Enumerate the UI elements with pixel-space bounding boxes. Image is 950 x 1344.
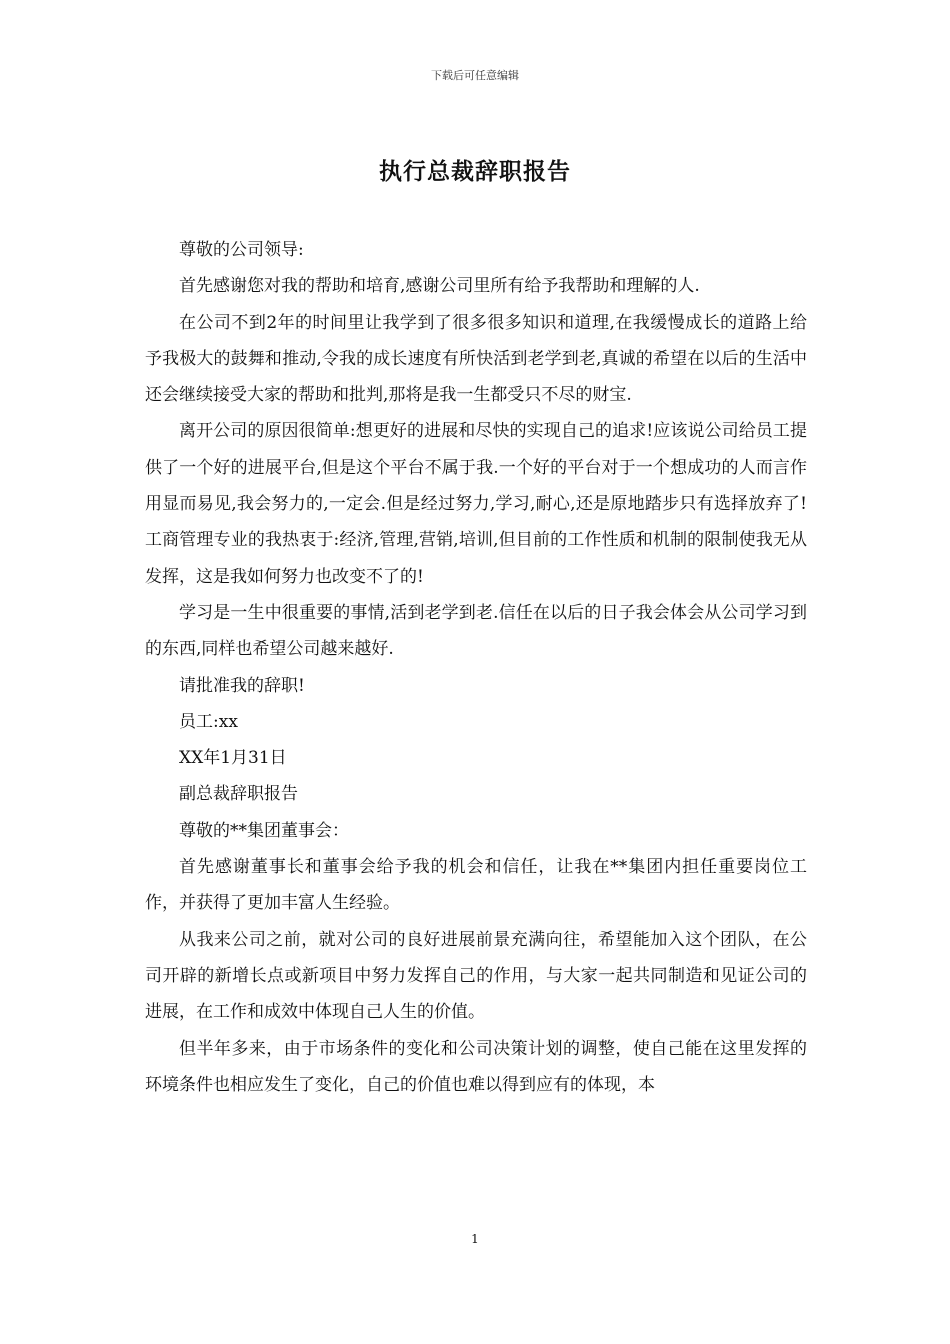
paragraph-salutation: 尊敬的公司领导:: [179, 240, 304, 260]
header-note: 下载后可任意编辑: [431, 69, 519, 82]
paragraph: 请批准我的辞职!: [179, 675, 305, 696]
paragraph: 首先感谢董事长和董事会给予我的机会和信任，让我在**集团内担任重要岗位工作，并获得了更加丰富人生经验。: [145, 857, 807, 914]
document-title: 执行总裁辞职报告: [379, 158, 571, 185]
paragraph: 首先感谢您对我的帮助和培育,感谢公司里所有给予我帮助和理解的人.: [179, 276, 700, 297]
signature-employee: 员工:xx: [179, 711, 238, 732]
paragraph: 离开公司的原因很简单:想更好的进展和尽快的实现自己的追求!应该说公司给员工提供了一个好的进展平台,但是这个平台不属于我.一个好的平台对于一个想成功的人而言作用显而易见,我会努力的,一定会.但是经过努力,学习,耐心,还是原地踏步只有选择放弃了!工商管理专业的我热衷于:经济,管理,营销,培训,但目前的工作性质和机制的限制使我无从发挥，这是我如何努力也改变不了的!: [145, 421, 807, 587]
section-heading: 副总裁辞职报告: [179, 784, 298, 805]
signature-date: XX年1月31日: [179, 748, 287, 769]
paragraph: 在公司不到2年的时间里让我学到了很多很多知识和道理,在我缓慢成长的道路上给予我极大的鼓舞和推动,令我的成长速度有所快活到老学到老,真诚的希望在以后的生活中还会继续接受大家的帮助和批判,那将是我一生都受只不尽的财宝.: [145, 312, 807, 406]
page-number: 1: [471, 1232, 479, 1246]
paragraph-salutation: 尊敬的**集团董事会：: [179, 820, 349, 841]
document-body: [145, 232, 807, 1103]
paragraph: 但半年多来，由于市场条件的变化和公司决策计划的调整，使自己能在这里发挥的环境条件也相应发生了变化，自己的价值也难以得到应有的体现，本: [145, 1038, 807, 1095]
paragraph: 学习是一生中很重要的事情,活到老学到老.信任在以后的日子我会体会从公司学习到的东西,同样也希望公司越来越好.: [145, 602, 807, 660]
paragraph: 从我来公司之前，就对公司的良好进展前景充满向往，希望能加入这个团队，在公司开辟的新增长点或新项目中努力发挥自己的作用，与大家一起共同制造和见证公司的进展，在工作和成效中体现自己人生的价值。: [145, 929, 807, 1023]
